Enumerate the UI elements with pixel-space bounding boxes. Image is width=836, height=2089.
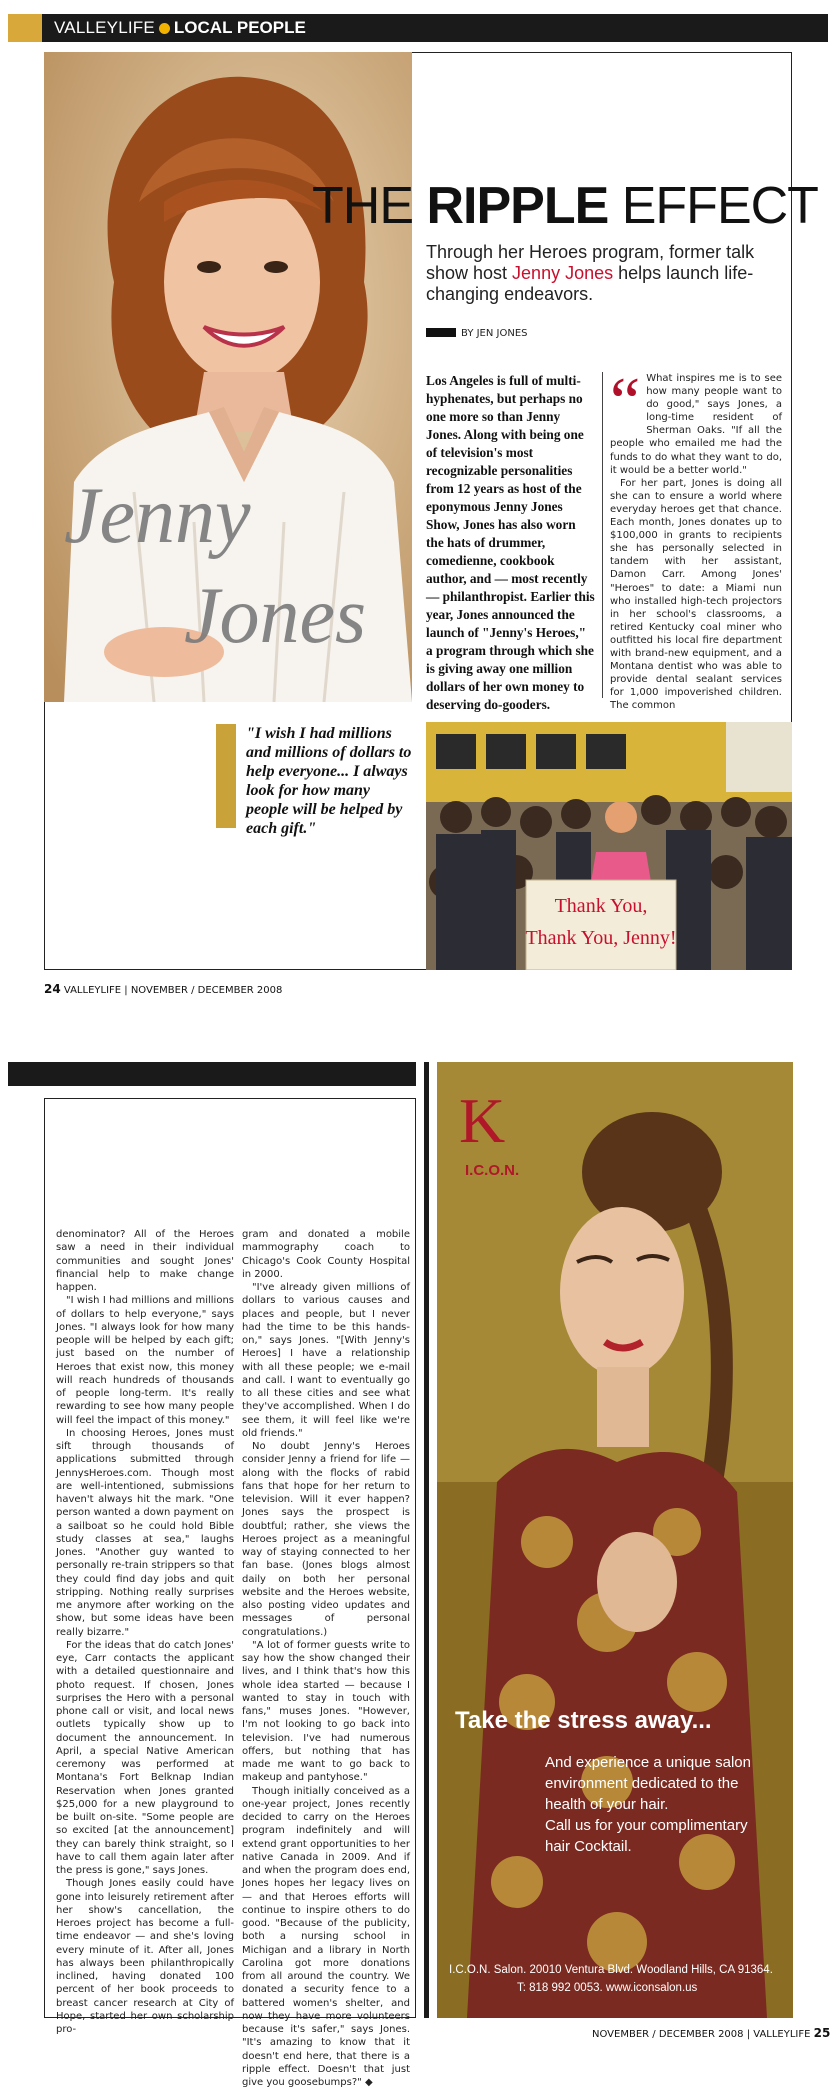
portrait-illustration: [44, 52, 412, 702]
ad-headline: Take the stress away...: [455, 1707, 712, 1734]
quote-mark-icon: “: [610, 363, 641, 439]
page-footer-left: [44, 982, 282, 996]
pull-quote-bar: [216, 724, 236, 828]
vertical-divider: [424, 1062, 429, 2018]
section-header: [54, 16, 306, 40]
svg-text:Jones: Jones: [184, 572, 367, 660]
byline: BY JEN JONES: [426, 328, 528, 339]
page-number: 25: [813, 2026, 831, 2040]
article-deck: Through her Heroes program, former talk show host Jenny Jones helps launch life-changing endeavors.: [426, 242, 755, 304]
column-divider: [602, 372, 603, 698]
page-number: 24: [44, 982, 61, 996]
ad-brand: I.C.O.N.: [465, 1162, 520, 1179]
body-column-left: denominator? All of the Heroes saw a need in their individual communities and sought Jones' financial help to make change happen. "I wish I had millions and millions of dollars to help everyone," says Jones. "I always look for how many people will be helped by each gift; just based on the number of Heroes that exist now, this money will reach hundreds of thousands of people long-term. It's really rewarding to see how many people will feel the impact of this money." In choosing Heroes, Jones must sift through thousands of applications submitted through JennysHeroes.com. Though most are well-intentioned, submissions haven't always hit the mark. "One person wanted a down payment on a sailboat so he could hold Bible study classes at sea," laughs Jones. "Another guy wanted to personally re-train strippers so that they could find day jobs and quit stripping. Nothing really surprises me anymore after working on the show, but some ideas have been really bizarre." For the ideas that do catch Jones' eye, Carr contacts the applicant with a detailed questionnaire and photo request. If chosen, Jones surprises the Hero with a personal phone call or visit, and local news outlets typically show up to document the announcement. In April, a special Native American ceremony was performed at Montana's Fort Belknap Indian Reservation when Jones granted $25,000 for a new playground to be built on-site. "Some people are so excited [at the announcement] they can barely think straight, so I have to call them again later after the press is gone," says Jones. Though Jones easily could have gone into leisurely retirement after her show's cancellation, the Heroes project has become a full-time endeavor — and she's loving every minute of it. After all, Jones has always been philanthropically inclined, having donated 100 percent of her book proceeds to breast cancer research at City of Hope, started her own scholarship pro-: [56, 1229, 234, 2035]
header-bar: [8, 1062, 416, 1086]
footer-text: VALLEYLIFE | NOVEMBER / DECEMBER 2008: [63, 985, 283, 996]
ad-phone: T: 818 992 0053. www.iconsalon.us: [517, 1982, 698, 1994]
group-photo: [426, 722, 792, 970]
icon-logo-mark: K: [459, 1085, 506, 1156]
pull-quote: "I wish I had millions and millions of dollars to help everyone... I always look for how many people will be helped by each gift.": [246, 725, 412, 837]
right-column: “ What inspires me is to see how many people want to do good," says Jones, a long-time resident of Sherman Oaks. "If all the people who emailed me had the funds to do what they want to do, it would be a better world." For her part, Jones is doing all she can to ensure a world where everyday heroes get that chance. Each month, Jones donates up to $100,000 in grants to recipients she has personally selected in tandem with her assistant, Damon Carr. Among Jones' "Heroes" to date: a Miami nun who installed high-tech projectors in her school's classrooms, a retired Kentucky coal miner who outfitted his local fire department with brand-new equipment, and a Montana dentist who was able to provide dental sealant services for 1,000 impoverished children. The common: [610, 363, 782, 712]
section-name: LOCAL PEOPLE: [173, 18, 306, 37]
ad-model-illustration: [437, 1062, 793, 2018]
deck-highlight: Jenny Jones: [512, 263, 614, 283]
brand-name: VALLEYLIFE: [54, 18, 155, 37]
byline-bar: [426, 328, 456, 337]
body-column-right: gram and donated a mobile mammography coach to Chicago's Cook County Hospital in 2000. "I've already given millions of dollars to various causes and places and people, but I never had the time to be this hands-on," says Jones. "[With Jenny's Heroes] I have a relationship with all these people; we e-mail and call. I want to eventually go to all these cities and see what they've accomplished. When I do see them, it will feel like we're old friends." No doubt Jenny's Heroes consider Jenny a friend for life — along with the flocks of rabid fans that hope for her return to television. Will it ever happen? Jones says the prospect is doubtful; rather, she views the Heroes project as a meaningful way of staying connected to her fan base. (Jones blogs almost daily on both her personal website and the Heroes website, also posting video updates and messages of personal congratulations.) "A lot of former guests write to say how the show changed their lives, and I think that's how this whole idea started — because I wanted to stay in touch with fans," muses Jones. "However, I'm not looking to go back into television. I've had numerous offers, but nothing that has made me want to go back to makeup and pantyhose." Though initially conceived as a one-year project, Jones recently decided to carry on the Heroes program indefinitely and will extend grant opportunities to her native Canada in 2009. And if and when the program does end, Jones hopes her legacy lives on — and that Heroes efforts will continue to inspire others to do good. "Because of the publicity, both a nursing school in Michigan and a library in North Carolina got more donations from all around the country. We donated a security fence to a battered women's shelter, and now they have more volunteers because it's safer," says Jones. "It's amazing to know that it doesn't end here, that there is a ripple effect. Doesn't that just give you goosebumps?" ◆: [242, 1229, 410, 2088]
dot-icon: [159, 23, 170, 34]
group-photo-illustration: [426, 722, 792, 970]
header-accent: [8, 14, 42, 42]
article-title: THE RIPPLE EFFECT: [312, 177, 818, 235]
svg-text:Thank You,: Thank You,: [554, 895, 648, 917]
portrait-photo: [44, 52, 412, 702]
ad-address: I.C.O.N. Salon. 20010 Ventura Blvd. Woodland Hills, CA 91364.: [449, 1964, 773, 1976]
photo-sign: Thank You, Jenny!: [525, 927, 677, 949]
ad-body: And experience a unique salon environment dedicated to the health of your hair. Call us for your complimentary hair Cocktail.: [545, 1754, 751, 1855]
lead-paragraph: Los Angeles is full of multi-hyphenates, but perhaps no one more so than Jenny Jones. Along with being one of television's most recognizable personalities from 12 years as host of the eponymous Jenny Jones Show, Jones has also worn the hats of drummer, comedienne, cookbook author, and — most recently — philanthropist. Earlier this year, Jones announced the launch of "Jenny's Heroes," a program through which she is giving away one million dollars of her own money to deserving do-gooders.: [426, 373, 595, 712]
page-footer-right: [592, 2026, 830, 2040]
portrait-signature: Jenny: [64, 472, 251, 560]
footer-text: NOVEMBER / DECEMBER 2008 | VALLEYLIFE: [592, 2029, 811, 2040]
salon-advertisement: [437, 1062, 793, 2018]
